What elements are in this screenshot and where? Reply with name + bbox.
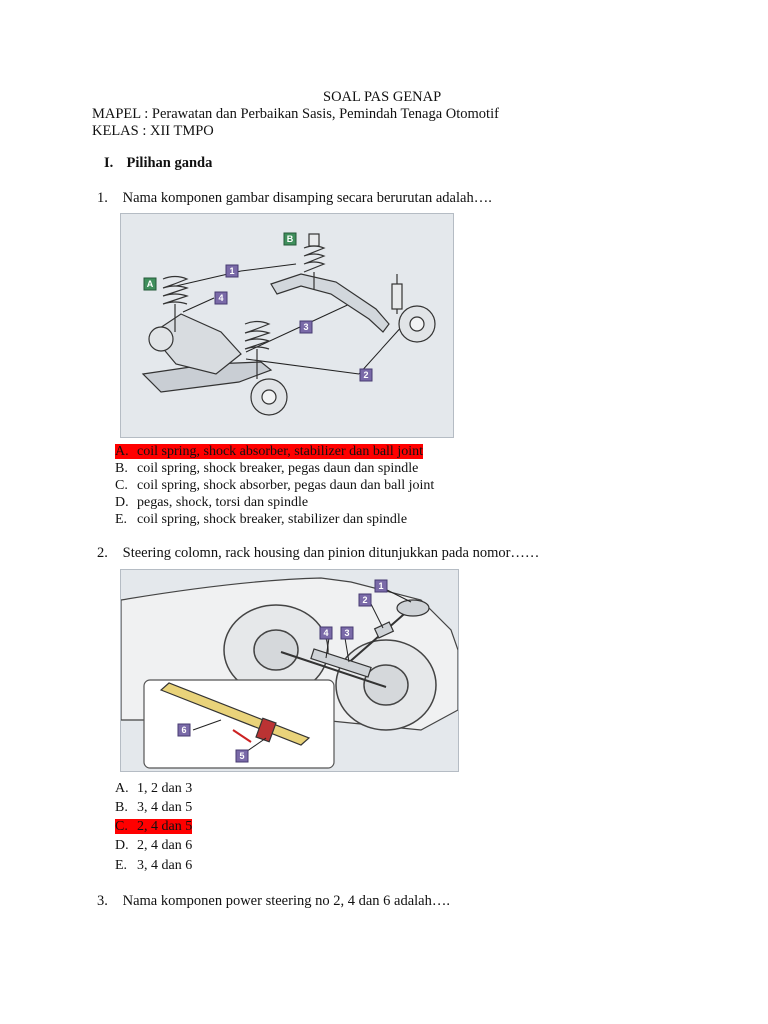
document-title: SOAL PAS GENAP	[323, 89, 442, 105]
option-1c[interactable]	[115, 477, 434, 494]
option-text: 2, 4 dan 6	[137, 838, 193, 853]
section-label: Pilihan ganda	[126, 155, 213, 171]
option-1b[interactable]	[115, 460, 418, 477]
option-1d[interactable]	[115, 494, 308, 511]
option-2b[interactable]	[115, 799, 192, 816]
steer-label-5: 5	[239, 751, 245, 761]
steer-label-1: 1	[378, 581, 384, 591]
option-text: 2, 4 dan 5	[137, 819, 193, 834]
option-text: coil spring, shock breaker, pegas daun dan spindle	[137, 461, 419, 476]
question-text: Nama komponen power steering no 2, 4 dan 6 adalah….	[122, 893, 450, 909]
suspension-illustration	[121, 214, 453, 437]
option-text: pegas, shock, torsi dan spindle	[137, 495, 309, 510]
figure-label-1: 1	[229, 266, 235, 276]
steering-figure	[120, 569, 459, 772]
section-heading	[104, 155, 212, 172]
option-text: coil spring, shock absorber, stabilizer dan ball joint	[137, 444, 423, 459]
steer-label-2: 2	[362, 595, 368, 605]
figure-label-4: 4	[218, 293, 224, 303]
option-letter: E.	[115, 512, 128, 527]
option-1a[interactable]	[115, 443, 423, 460]
option-2d[interactable]	[115, 837, 192, 854]
option-letter: B.	[115, 800, 128, 815]
steer-label-6: 6	[181, 725, 187, 735]
option-letter: C.	[115, 819, 128, 834]
steering-illustration	[121, 570, 458, 771]
question-text: Nama komponen gambar disamping secara berurutan adalah….	[122, 190, 492, 206]
steer-label-3: 3	[344, 628, 350, 638]
option-2e[interactable]	[115, 857, 192, 874]
steer-label-4: 4	[323, 628, 329, 638]
figure-label-3: 3	[303, 322, 309, 332]
option-letter: A.	[115, 444, 129, 459]
question-text: Steering colomn, rack housing dan pinion ditunjukkan pada nomor……	[122, 545, 540, 561]
option-1e[interactable]	[115, 511, 407, 528]
option-letter: A.	[115, 781, 129, 796]
option-text: coil spring, shock breaker, stabilizer dan spindle	[137, 512, 408, 527]
question-number: 2.	[97, 545, 108, 561]
subject-line: MAPEL : Perawatan dan Perbaikan Sasis, Pemindah Tenaga Otomotif	[92, 106, 499, 122]
question-number: 3.	[97, 893, 108, 909]
question-2	[97, 545, 539, 562]
option-letter: C.	[115, 478, 128, 493]
figure-label-a: A	[146, 279, 154, 289]
option-letter: B.	[115, 461, 128, 476]
question-3	[97, 893, 450, 910]
option-text: 3, 4 dan 5	[137, 800, 193, 815]
option-text: 3, 4 dan 6	[137, 858, 193, 873]
suspension-figure	[120, 213, 454, 438]
figure-label-2: 2	[363, 370, 369, 380]
figure-label-b: B	[286, 234, 294, 244]
class-line: KELAS : XII TMPO	[92, 123, 214, 139]
option-letter: D.	[115, 495, 129, 510]
question-number: 1.	[97, 190, 108, 206]
option-2a[interactable]	[115, 780, 192, 797]
option-text: 1, 2 dan 3	[137, 781, 193, 796]
option-letter: D.	[115, 838, 129, 853]
option-2c[interactable]	[115, 818, 192, 835]
option-letter: E.	[115, 858, 128, 873]
option-text: coil spring, shock absorber, pegas daun dan ball joint	[137, 478, 435, 493]
question-1	[97, 190, 492, 207]
section-number: I.	[104, 155, 114, 171]
